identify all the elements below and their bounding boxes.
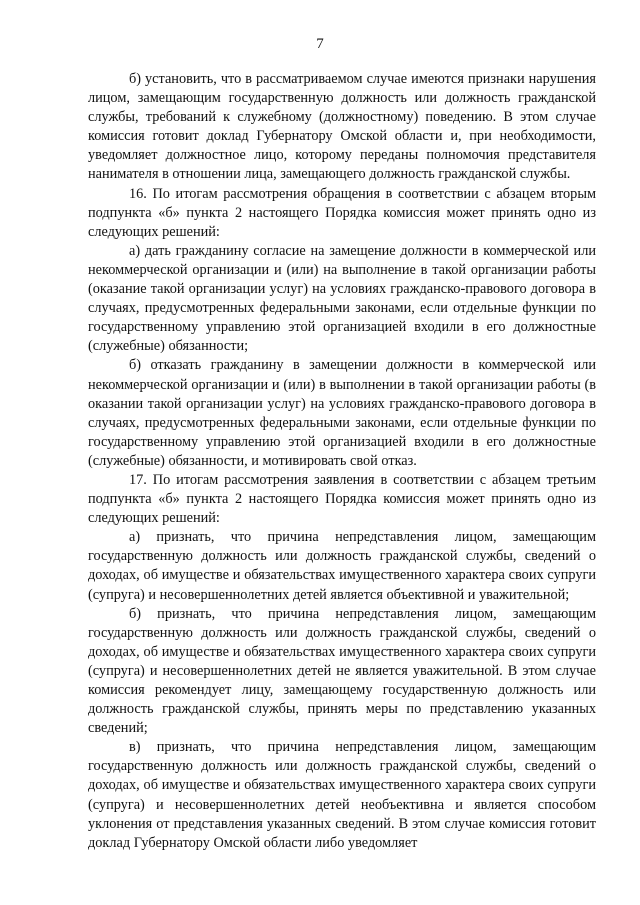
page-number: 7 <box>316 36 324 52</box>
paragraph-17: 17. По итогам рассмотрения заявления в соответствии с абзацем третьим подпункта «б» пункта 2 настоящего Порядка комиссия может принять одно из следующих решений: <box>88 471 596 527</box>
paragraph-16b: б) отказать гражданину в замещении должности в коммерческой или некоммерческой организации и (или) в выполнении в такой организации работы (в оказании такой организации услуг) на условиях гражданско-правового договора в случаях, предусмотренных федеральными законами, если отдельные функции по государственному управлению этой организацией входили в его должностные (служебные) обязанности, и мотивировать свой отказ. <box>88 357 596 469</box>
paragraph-15b: б) установить, что в рассматриваемом случае имеются признаки нарушения лицом, замещающим государственную должность или должность гражданской службы, требований к служебному (должностному) поведению. В этом случае комиссия готовит доклад Губернатору Омской области и, при необходимости, уведомляет должностное лицо, которому переданы полномочия представителя нанимателя в отношении лица, замещающего должность гражданской службы. <box>88 71 596 183</box>
paragraph-17a: а) признать, что причина непредставления лицом, замещающим государственную должность или должность гражданской службы, сведений о доходах, об имуществе и обязательствах имущественного характера своих супруги (супруга) и несовершеннолетних детей является объективной и уважительной; <box>88 529 596 603</box>
paragraph-17v: в) признать, что причина непредставления лицом, замещающим государственную должность или должность гражданской службы, сведений о доходах, об имуществе и обязательствах имущественного характера своих супруги (супруга) и несовершеннолетних детей необъективна и является способом уклонения от представления указанных сведений. В этом случае комиссия готовит доклад Губернатору Омской области либо уведомляет <box>88 739 596 851</box>
document-body <box>88 70 596 853</box>
paragraph-17b: б) признать, что причина непредставления лицом, замещающим государственную должность или должность гражданской службы, сведений о доходах, об имуществе и обязательствах имущественного характера своих супруги (супруга) и несовершеннолетних детей не является уважительной. В этом случае комиссия рекомендует лицу, замещающему государственную должность или должность гражданской службы, принять меры по представлению указанных сведений; <box>88 605 596 737</box>
paragraph-16a: а) дать гражданину согласие на замещение должности в коммерческой или некоммерческой организации и (или) на выполнение в такой организации работы (оказание такой организации услуг) на условиях гражданско-правового договора в случаях, предусмотренных федеральными законами, если отдельные функции по государственному управлению этой организацией входили в его должностные (служебные) обязанности; <box>88 242 596 355</box>
paragraph-16: 16. По итогам рассмотрения обращения в соответствии с абзацем вторым подпункта «б» пункта 2 настоящего Порядка комиссия может принять одно из следующих решений: <box>88 185 596 240</box>
